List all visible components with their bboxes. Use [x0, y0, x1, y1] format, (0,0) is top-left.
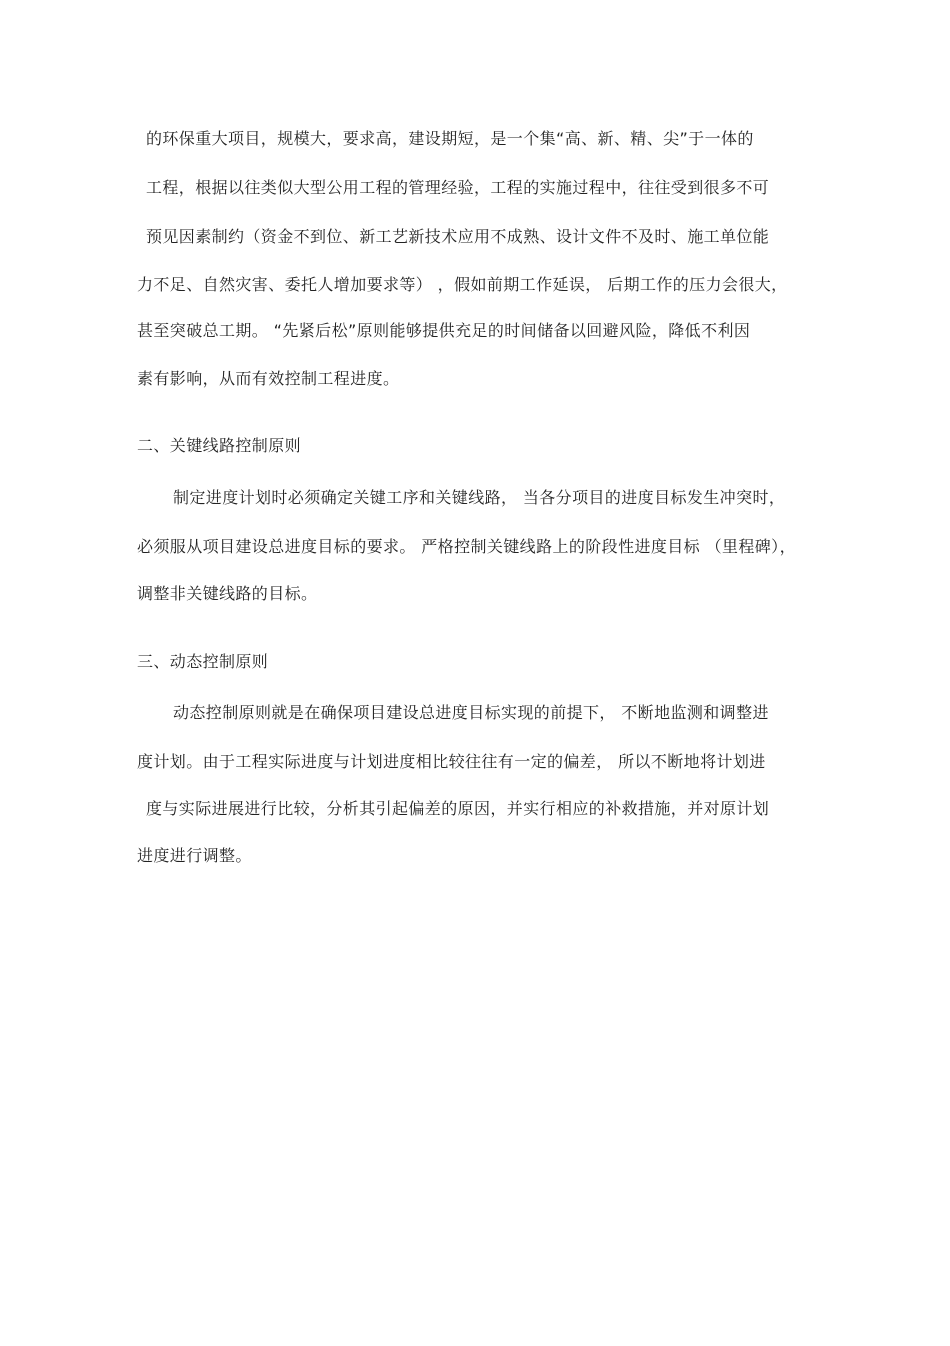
paragraph-1-line-2: 工程，根据以往类似大型公用工程的管理经验，工程的实施过程中，往往受到很多不可 [146, 178, 770, 197]
section-3-line-2: 度计划。由于工程实际进度与计划进度相比较往往有一定的偏差， 所以不断地将计划进 [137, 752, 766, 771]
section-3-line-3: 度与实际进展进行比较，分析其引起偏差的原因，并实行相应的补救措施，并对原计划 [146, 799, 770, 818]
section-2-line-3: 调整非关键线路的目标。 [137, 584, 318, 603]
paragraph-1-line-6: 素有影响，从而有效控制工程进度。 [137, 369, 400, 388]
section-3-line-1: 动态控制原则就是在确保项目建设总进度目标实现的前提下， 不断地监测和调整进 [173, 703, 769, 722]
section-2-line-2: 必须服从项目建设总进度目标的要求。 严格控制关键线路上的阶段性进度目标 （里程碑）， [137, 537, 796, 556]
paragraph-1-line-1: 的环保重大项目，规模大，要求高，建设期短，是一个集“高、新、精、尖”于一体的 [146, 129, 754, 148]
paragraph-1-line-5: 甚至突破总工期。 “先紧后松”原则能够提供充足的时间储备以回避风险，降低不利因 [137, 321, 751, 340]
section-3-heading: 三、动态控制原则 [137, 652, 269, 671]
paragraph-1-line-4: 力不足、自然灾害、委托人增加要求等） ，假如前期工作延误， 后期工作的压力会很大， [137, 275, 788, 294]
section-3-line-4: 进度进行调整。 [137, 846, 252, 865]
paragraph-1-line-3: 预见因素制约（资金不到位、新工艺新技术应用不成熟、设计文件不及时、施工单位能 [146, 227, 770, 246]
section-2-heading: 二、关键线路控制原则 [137, 436, 302, 455]
section-2-line-1: 制定进度计划时必须确定关键工序和关键线路， 当各分项目的进度目标发生冲突时， [173, 488, 786, 507]
